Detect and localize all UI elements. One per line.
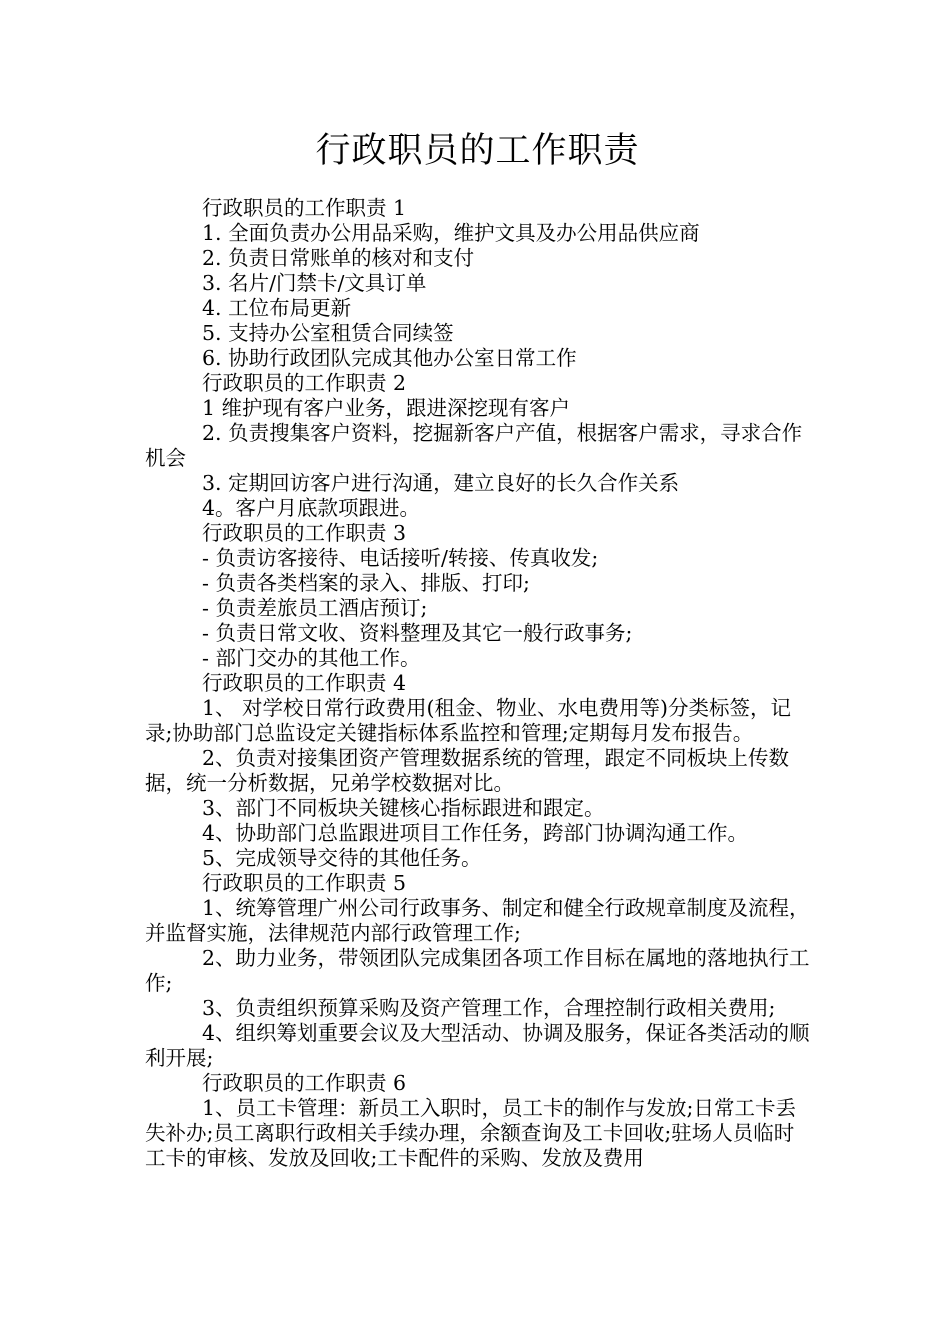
paragraph: 2、助力业务，带领团队完成集团各项工作目标在属地的落地执行工作; [145, 946, 810, 995]
paragraph: 3. 定期回访客户进行沟通，建立良好的长久合作关系 [202, 471, 680, 495]
paragraph: 1、统筹管理广州公司行政事务、制定和健全行政规章制度及流程，并监督实施，法律规范内部行政管理工作; [145, 896, 810, 945]
paragraph: 1、员工卡管理：新员工入职时，员工卡的制作与发放;日常工卡丢失补办;员工离职行政相关手续办理，余额查询及工卡回收;驻场人员临时工卡的审核、发放及回收;工卡配件的采购、发放及费用 [145, 1096, 796, 1170]
paragraph: 2. 负责搜集客户资料，挖掘新客户产值，根据客户需求，寻求合作机会 [145, 421, 803, 470]
paragraph: 行政职员的工作职责 3 [202, 521, 407, 545]
paragraph: - 负责日常文收、资料整理及其它一般行政事务; [202, 621, 633, 645]
paragraph: - 负责访客接待、电话接听/转接、传真收发; [202, 546, 599, 570]
paragraph: 4。客户月底款项跟进。 [202, 496, 421, 520]
paragraph: 6. 协助行政团队完成其他办公室日常工作 [202, 346, 577, 370]
paragraph: 行政职员的工作职责 1 [202, 196, 407, 220]
paragraph: 3、负责组织预算采购及资产管理工作，合理控制行政相关费用; [202, 996, 776, 1020]
paragraph: 行政职员的工作职责 4 [202, 671, 407, 695]
paragraph: 4. 工位布局更新 [202, 296, 352, 320]
paragraph: 行政职员的工作职责 6 [202, 1071, 407, 1095]
paragraph: 5、完成领导交待的其他任务。 [202, 846, 482, 870]
document-title: 行政职员的工作职责 [315, 131, 640, 171]
paragraph: - 负责各类档案的录入、排版、打印; [202, 571, 530, 595]
paragraph: 3. 名片/门禁卡/文具订单 [202, 271, 427, 295]
paragraph: 2. 负责日常账单的核对和支付 [202, 246, 475, 270]
paragraph: 4、组织筹划重要会议及大型活动、协调及服务，保证各类活动的顺利开展; [145, 1021, 810, 1070]
document-page [145, 130, 810, 1171]
paragraph: 4、协助部门总监跟进项目工作任务，跨部门协调沟通工作。 [202, 821, 749, 845]
paragraph: 2、负责对接集团资产管理数据系统的管理，跟定不同板块上传数据，统一分析数据，兄弟学校数据对比。 [145, 746, 790, 795]
paragraph: 1. 全面负责办公用品采购，维护文具及办公用品供应商 [202, 221, 700, 245]
paragraph: 1 维护现有客户业务，跟进深挖现有客户 [202, 396, 571, 420]
paragraph: - 负责差旅员工酒店预订; [202, 596, 428, 620]
paragraph: 3、部门不同板块关键核心指标跟进和跟定。 [202, 796, 605, 820]
paragraph: 1、 对学校日常行政费用(租金、物业、水电费用等)分类标签，记录;协助部门总监设定关键指标体系监控和管理;定期每月发布报告。 [145, 696, 792, 745]
paragraph: 行政职员的工作职责 2 [202, 371, 407, 395]
document-body [145, 196, 810, 1171]
paragraph: 5. 支持办公室租赁合同续签 [202, 321, 454, 345]
paragraph: - 部门交办的其他工作。 [202, 646, 421, 670]
paragraph: 行政职员的工作职责 5 [202, 871, 407, 895]
